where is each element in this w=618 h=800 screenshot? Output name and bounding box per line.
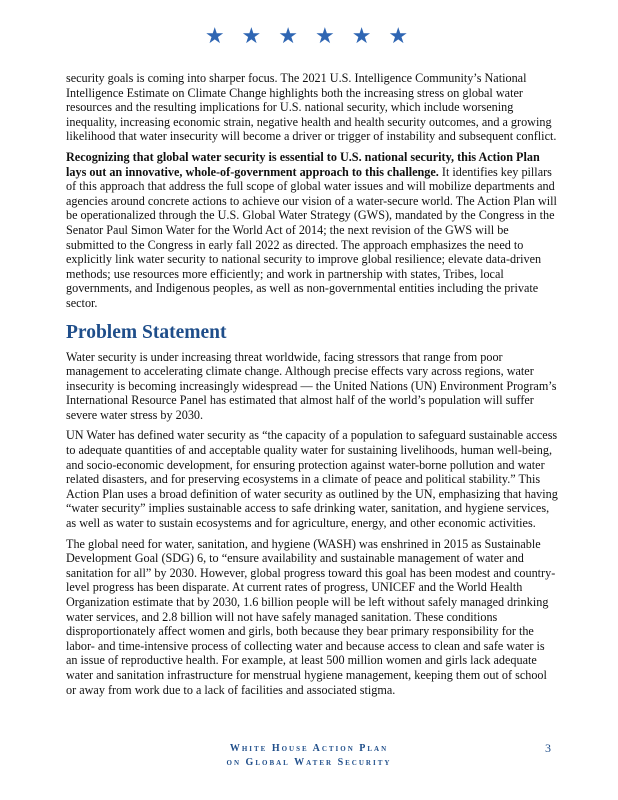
paragraph-un-water-definition: UN Water has defined water security as “the capacity of a population to safeguard sustainable access to adequate quantities of and acceptable quality water for sustaining livelihoods, human well-being, and socio-economic development, for ensuring protection against water-borne pollution and water related disasters, and for preserving ecosystems in a climate of peace and political stability.” This Action Plan uses a broad definition of water security as outlined by the UN, emphasizing that having “water security” implies sustainable access to safe drinking water, sanitation, and hygiene services, as well as water to sustain ecosystems and for agriculture, energy, and other economic activities. — [66, 428, 558, 531]
paragraph-intro: security goals is coming into sharper focus. The 2021 U.S. Intelligence Community’s National Intelligence Estimate on Climate Change highlights both the increasing stress on global water resources and the resulting implications for U.S. national security, which include worsening inequality, increasing economic strain, negative health and health security outcomes, and a growing likelihood that water insecurity will become a driver or trigger of instability and subsequent conflict. — [66, 71, 557, 144]
section-heading-problem-statement: Problem Statement — [66, 321, 227, 343]
page-body — [66, 71, 558, 703]
page-number: 3 — [545, 741, 551, 755]
footer-title-line-2: on Global Water Security — [226, 757, 392, 768]
footer-title — [0, 742, 618, 770]
paragraph-action-plan-text: It identifies key pillars of this approach that address the full scope of global water issues and will mobilize departments and agencies around concrete actions to achieve our vision of a water-secure world. The Action Plan will be operationalized through the U.S. Global Water Strategy (GWS), mandated by the Congress in the Senator Paul Simon Water for the World Act of 2014; the next revision of the GWS will be submitted to the Congress in early fall 2022 as directed. The approach emphasizes the need to explicitly link water security to national security to improve global resilience; elevate data-driven methods; use resources more efficiently; and work in partnership with states, Tribes, local governments, and Indigenous peoples, as well as non-governmental entities including the private sector. — [66, 164, 557, 310]
paragraph-action-plan-bold-lead: Recognizing that global water security is essential to U.S. national security, this Action Plan lays out an innovative, whole-of-government approach to this challenge. — [66, 149, 540, 179]
paragraph-wash-sdg6: The global need for water, sanitation, and hygiene (WASH) was enshrined in 2015 as Sustainable Development Goal (SDG) 6, to “ensure availability and sustainable management of water and sanitation for all” by 2030. However, global progress toward this goal has been modest and country-level progress has been disparate. At current rates of progress, UNICEF and the World Health Organization estimate that by 2030, 1.6 billion people will be left without safely managed drinking water services, and 2.8 billion will not have safely managed sanitation. These conditions disproportionately affect women and girls, both because they bear primary responsibility for the labor- and time-intensive process of collecting water and because access to clean and safe water is an issue of reproductive health. For example, at least 500 million women and girls lack adequate water and sanitation infrastructure for menstrual hygiene management, keeping them out of school or away from work due to a lack of facilities and associated stigma. — [66, 536, 556, 697]
paragraph-water-security-threat: Water security is under increasing threat worldwide, facing stressors that range from poor management to accelerating climate change. Although precise effects vary across regions, water insecurity is becoming increasingly widespread — the United Nations (UN) Environment Program’s International Resource Panel has estimated that almost half of the world’s population will suffer severe water stress by 2030. — [66, 349, 557, 422]
paragraph-action-plan — [66, 150, 558, 311]
header-stars: ★ ★ ★ ★ ★ ★ — [204, 24, 414, 49]
footer-title-line-1: White House Action Plan — [229, 743, 389, 754]
